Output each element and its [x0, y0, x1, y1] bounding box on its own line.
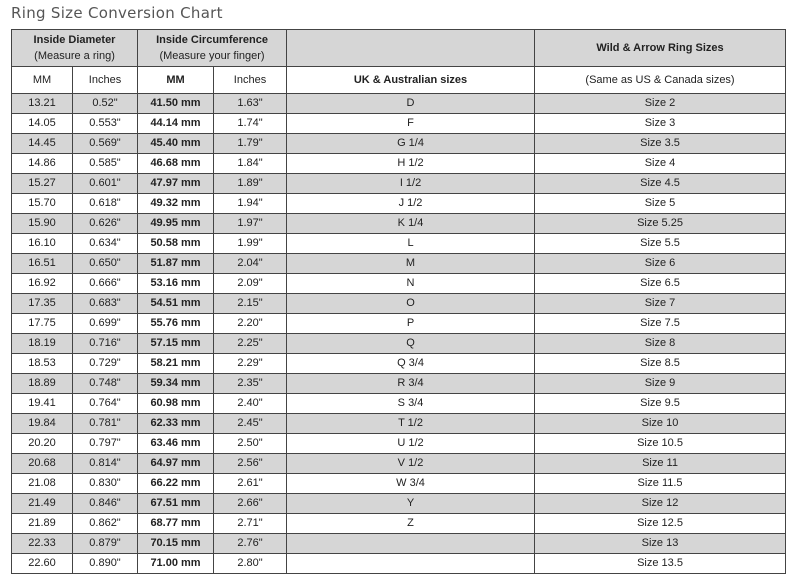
- circumference-inches-cell: 2.40": [214, 394, 287, 414]
- diameter-inches-cell: 0.601": [73, 174, 138, 194]
- circumference-inches-cell: 1.63": [214, 94, 287, 114]
- circumference-mm-cell: 62.33 mm: [138, 414, 214, 434]
- col-header-us-canada: (Same as US & Canada sizes): [535, 67, 786, 94]
- diameter-mm-cell: 17.75: [12, 314, 73, 334]
- table-row: [12, 414, 786, 434]
- diameter-mm-cell: 18.89: [12, 374, 73, 394]
- uk-size-cell: [287, 534, 535, 554]
- uk-size-cell: J 1/2: [287, 194, 535, 214]
- diameter-inches-cell: 0.716": [73, 334, 138, 354]
- diameter-inches-cell: 0.699": [73, 314, 138, 334]
- us-size-cell: Size 4.5: [535, 174, 786, 194]
- table-row: [12, 94, 786, 114]
- header-inside-diameter: [12, 30, 138, 67]
- table-row: [12, 334, 786, 354]
- table-row: [12, 554, 786, 574]
- uk-size-cell: Q 3/4: [287, 354, 535, 374]
- diameter-mm-cell: 14.45: [12, 134, 73, 154]
- table-row: [12, 494, 786, 514]
- circumference-inches-cell: 2.15": [214, 294, 287, 314]
- us-size-cell: Size 4: [535, 154, 786, 174]
- us-size-cell: Size 3: [535, 114, 786, 134]
- diameter-inches-cell: 0.569": [73, 134, 138, 154]
- circumference-mm-cell: 54.51 mm: [138, 294, 214, 314]
- diameter-inches-cell: 0.814": [73, 454, 138, 474]
- diameter-inches-cell: 0.862": [73, 514, 138, 534]
- circumference-inches-cell: 1.97": [214, 214, 287, 234]
- circumference-inches-cell: 2.61": [214, 474, 287, 494]
- circumference-inches-cell: 1.79": [214, 134, 287, 154]
- us-size-cell: Size 13: [535, 534, 786, 554]
- diameter-mm-cell: 18.19: [12, 334, 73, 354]
- col-header-mm: MM: [12, 67, 73, 94]
- uk-size-cell: [287, 554, 535, 574]
- us-size-cell: Size 10: [535, 414, 786, 434]
- circumference-inches-cell: 2.71": [214, 514, 287, 534]
- uk-size-cell: V 1/2: [287, 454, 535, 474]
- table-row: [12, 514, 786, 534]
- circumference-mm-cell: 45.40 mm: [138, 134, 214, 154]
- circumference-inches-cell: 1.94": [214, 194, 287, 214]
- circumference-inches-cell: 1.99": [214, 234, 287, 254]
- uk-size-cell: P: [287, 314, 535, 334]
- header-wild-arrow: [535, 30, 786, 67]
- circumference-inches-cell: 1.84": [214, 154, 287, 174]
- circumference-mm-cell: 57.15 mm: [138, 334, 214, 354]
- page-title: Ring Size Conversion Chart: [11, 4, 223, 22]
- col-header-uk-australian: UK & Australian sizes: [287, 67, 535, 94]
- diameter-mm-cell: 21.89: [12, 514, 73, 534]
- us-size-cell: Size 9: [535, 374, 786, 394]
- uk-size-cell: D: [287, 94, 535, 114]
- diameter-mm-cell: 20.20: [12, 434, 73, 454]
- diameter-inches-cell: 0.666": [73, 274, 138, 294]
- circumference-inches-cell: 2.09": [214, 274, 287, 294]
- us-size-cell: Size 11: [535, 454, 786, 474]
- table-row: [12, 534, 786, 554]
- ring-size-table: [11, 29, 786, 574]
- table-row: [12, 154, 786, 174]
- circumference-mm-cell: 44.14 mm: [138, 114, 214, 134]
- us-size-cell: Size 5.25: [535, 214, 786, 234]
- us-size-cell: Size 8.5: [535, 354, 786, 374]
- circumference-mm-cell: 46.68 mm: [138, 154, 214, 174]
- diameter-mm-cell: 22.60: [12, 554, 73, 574]
- header-uk-blank: [287, 30, 535, 67]
- circumference-inches-cell: 2.56": [214, 454, 287, 474]
- uk-size-cell: G 1/4: [287, 134, 535, 154]
- circumference-mm-cell: 55.76 mm: [138, 314, 214, 334]
- diameter-inches-cell: 0.879": [73, 534, 138, 554]
- diameter-inches-cell: 0.650": [73, 254, 138, 274]
- header-inside-diameter-sub: (Measure a ring): [34, 50, 115, 62]
- circumference-mm-cell: 41.50 mm: [138, 94, 214, 114]
- diameter-mm-cell: 17.35: [12, 294, 73, 314]
- diameter-inches-cell: 0.553": [73, 114, 138, 134]
- header-inside-circumference: [138, 30, 287, 67]
- diameter-mm-cell: 21.08: [12, 474, 73, 494]
- uk-size-cell: Z: [287, 514, 535, 534]
- uk-size-cell: F: [287, 114, 535, 134]
- uk-size-cell: Q: [287, 334, 535, 354]
- us-size-cell: Size 5: [535, 194, 786, 214]
- circumference-inches-cell: 1.74": [214, 114, 287, 134]
- diameter-mm-cell: 15.70: [12, 194, 73, 214]
- table-row: [12, 114, 786, 134]
- circumference-mm-cell: 51.87 mm: [138, 254, 214, 274]
- circumference-mm-cell: 58.21 mm: [138, 354, 214, 374]
- diameter-inches-cell: 0.846": [73, 494, 138, 514]
- table-row: [12, 354, 786, 374]
- diameter-mm-cell: 21.49: [12, 494, 73, 514]
- circumference-inches-cell: 2.35": [214, 374, 287, 394]
- circumference-mm-cell: 63.46 mm: [138, 434, 214, 454]
- uk-size-cell: S 3/4: [287, 394, 535, 414]
- us-size-cell: Size 7.5: [535, 314, 786, 334]
- uk-size-cell: Y: [287, 494, 535, 514]
- diameter-inches-cell: 0.729": [73, 354, 138, 374]
- diameter-inches-cell: 0.683": [73, 294, 138, 314]
- diameter-inches-cell: 0.781": [73, 414, 138, 434]
- us-size-cell: Size 8: [535, 334, 786, 354]
- diameter-inches-cell: 0.748": [73, 374, 138, 394]
- circumference-inches-cell: 2.20": [214, 314, 287, 334]
- diameter-mm-cell: 14.05: [12, 114, 73, 134]
- circumference-mm-cell: 59.34 mm: [138, 374, 214, 394]
- diameter-mm-cell: 18.53: [12, 354, 73, 374]
- diameter-inches-cell: 0.585": [73, 154, 138, 174]
- diameter-inches-cell: 0.890": [73, 554, 138, 574]
- uk-size-cell: U 1/2: [287, 434, 535, 454]
- diameter-mm-cell: 19.84: [12, 414, 73, 434]
- col-header-mm-circumference: MM: [138, 67, 214, 94]
- uk-size-cell: O: [287, 294, 535, 314]
- diameter-mm-cell: 19.41: [12, 394, 73, 414]
- diameter-inches-cell: 0.52": [73, 94, 138, 114]
- us-size-cell: Size 11.5: [535, 474, 786, 494]
- circumference-inches-cell: 2.66": [214, 494, 287, 514]
- circumference-inches-cell: 1.89": [214, 174, 287, 194]
- diameter-mm-cell: 16.51: [12, 254, 73, 274]
- table-row: [12, 294, 786, 314]
- us-size-cell: Size 10.5: [535, 434, 786, 454]
- diameter-inches-cell: 0.830": [73, 474, 138, 494]
- table-row: [12, 314, 786, 334]
- diameter-mm-cell: 20.68: [12, 454, 73, 474]
- uk-size-cell: W 3/4: [287, 474, 535, 494]
- table-row: [12, 174, 786, 194]
- table-row: [12, 394, 786, 414]
- circumference-inches-cell: 2.50": [214, 434, 287, 454]
- diameter-inches-cell: 0.626": [73, 214, 138, 234]
- header-inside-circumference-sub: (Measure your finger): [159, 50, 265, 62]
- circumference-mm-cell: 49.95 mm: [138, 214, 214, 234]
- col-header-inches: Inches: [73, 67, 138, 94]
- us-size-cell: Size 6.5: [535, 274, 786, 294]
- uk-size-cell: I 1/2: [287, 174, 535, 194]
- table-row: [12, 434, 786, 454]
- header-inside-diameter-label: Inside Diameter: [33, 34, 116, 46]
- uk-size-cell: N: [287, 274, 535, 294]
- diameter-mm-cell: 15.90: [12, 214, 73, 234]
- circumference-inches-cell: 2.29": [214, 354, 287, 374]
- table-row: [12, 234, 786, 254]
- header-wild-arrow-label: Wild & Arrow Ring Sizes: [596, 42, 724, 54]
- us-size-cell: Size 9.5: [535, 394, 786, 414]
- circumference-inches-cell: 2.45": [214, 414, 287, 434]
- uk-size-cell: K 1/4: [287, 214, 535, 234]
- circumference-mm-cell: 53.16 mm: [138, 274, 214, 294]
- table-row: [12, 194, 786, 214]
- circumference-mm-cell: 47.97 mm: [138, 174, 214, 194]
- circumference-inches-cell: 2.04": [214, 254, 287, 274]
- uk-size-cell: L: [287, 234, 535, 254]
- us-size-cell: Size 3.5: [535, 134, 786, 154]
- circumference-inches-cell: 2.80": [214, 554, 287, 574]
- diameter-mm-cell: 16.92: [12, 274, 73, 294]
- table-body: [12, 94, 786, 574]
- us-size-cell: Size 7: [535, 294, 786, 314]
- diameter-inches-cell: 0.618": [73, 194, 138, 214]
- circumference-mm-cell: 68.77 mm: [138, 514, 214, 534]
- uk-size-cell: R 3/4: [287, 374, 535, 394]
- us-size-cell: Size 13.5: [535, 554, 786, 574]
- table-row: [12, 274, 786, 294]
- diameter-mm-cell: 14.86: [12, 154, 73, 174]
- diameter-inches-cell: 0.764": [73, 394, 138, 414]
- diameter-mm-cell: 15.27: [12, 174, 73, 194]
- table-row: [12, 454, 786, 474]
- circumference-mm-cell: 49.32 mm: [138, 194, 214, 214]
- circumference-mm-cell: 66.22 mm: [138, 474, 214, 494]
- diameter-mm-cell: 22.33: [12, 534, 73, 554]
- circumference-inches-cell: 2.25": [214, 334, 287, 354]
- table-row: [12, 474, 786, 494]
- us-size-cell: Size 5.5: [535, 234, 786, 254]
- us-size-cell: Size 2: [535, 94, 786, 114]
- table-row: [12, 374, 786, 394]
- uk-size-cell: T 1/2: [287, 414, 535, 434]
- circumference-mm-cell: 64.97 mm: [138, 454, 214, 474]
- us-size-cell: Size 6: [535, 254, 786, 274]
- diameter-mm-cell: 13.21: [12, 94, 73, 114]
- table-row: [12, 214, 786, 234]
- diameter-inches-cell: 0.634": [73, 234, 138, 254]
- diameter-inches-cell: 0.797": [73, 434, 138, 454]
- table-row: [12, 134, 786, 154]
- circumference-mm-cell: 71.00 mm: [138, 554, 214, 574]
- table-row: [12, 254, 786, 274]
- circumference-inches-cell: 2.76": [214, 534, 287, 554]
- circumference-mm-cell: 50.58 mm: [138, 234, 214, 254]
- uk-size-cell: H 1/2: [287, 154, 535, 174]
- uk-size-cell: M: [287, 254, 535, 274]
- circumference-mm-cell: 60.98 mm: [138, 394, 214, 414]
- us-size-cell: Size 12: [535, 494, 786, 514]
- circumference-mm-cell: 67.51 mm: [138, 494, 214, 514]
- header-inside-circumference-label: Inside Circumference: [156, 34, 268, 46]
- col-header-inches-circumference: Inches: [214, 67, 287, 94]
- us-size-cell: Size 12.5: [535, 514, 786, 534]
- circumference-mm-cell: 70.15 mm: [138, 534, 214, 554]
- diameter-mm-cell: 16.10: [12, 234, 73, 254]
